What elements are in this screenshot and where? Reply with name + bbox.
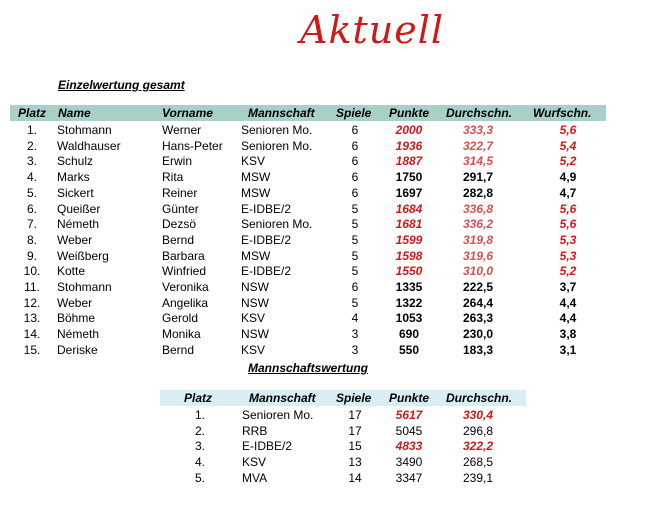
table-row-cell-vorname: Erwin xyxy=(162,154,193,168)
table-row-cell-punkte: 1681 xyxy=(395,217,423,231)
table-row-cell-wurf: 4,4 xyxy=(559,311,577,325)
table-row-cell-schnitt: 319,8 xyxy=(462,233,494,247)
table-row-cell-spiele: 6 xyxy=(351,280,359,294)
table-row-cell-mannschaft: KSV xyxy=(241,154,266,168)
table-row-cell-wurf: 5,6 xyxy=(559,123,577,137)
table-row-cell-mannschaft: KSV xyxy=(241,343,266,357)
table-row-cell-wurf: 3,1 xyxy=(559,343,577,357)
column-header-mannschaft: Mannschaft xyxy=(248,106,315,120)
table-row-cell-name: Sickert xyxy=(57,186,94,200)
table-row-cell-wurf: 5,2 xyxy=(559,264,577,278)
table-row-cell-spiele: 3 xyxy=(351,327,359,341)
table-row-cell-schnitt: 263,3 xyxy=(462,311,494,325)
team-row-cell-mannschaft: E-IDBE/2 xyxy=(242,439,293,453)
table-row-cell-schnitt: 230,0 xyxy=(462,327,494,341)
table-row-cell-platz: 13. xyxy=(23,311,41,325)
column-header-name: Name xyxy=(58,106,91,120)
team-row-cell-punkte: 4833 xyxy=(395,439,423,453)
table-row-cell-punkte: 1936 xyxy=(395,139,423,153)
table-row-cell-name: Marks xyxy=(57,170,90,184)
table-row-cell-vorname: Rita xyxy=(162,170,184,184)
table-row-cell-platz: 6. xyxy=(26,202,37,216)
team-row-cell-platz: 2. xyxy=(194,424,205,438)
table-row-cell-name: Kotte xyxy=(57,264,86,278)
table-row-cell-punkte: 1750 xyxy=(395,170,423,184)
table-row-cell-name: Schulz xyxy=(57,154,94,168)
team-row-cell-spiele: 17 xyxy=(348,408,362,422)
team-row-cell-platz: 4. xyxy=(194,455,205,469)
table-row-cell-mannschaft: MSW xyxy=(241,186,271,200)
table-row-cell-vorname: Gerold xyxy=(162,311,199,325)
column-header-durchschn: Durchschn. xyxy=(446,106,513,120)
table-row-cell-mannschaft: MSW xyxy=(241,249,271,263)
table-row-cell-platz: 11. xyxy=(24,280,40,294)
table-row-cell-mannschaft: E-IDBE/2 xyxy=(241,233,292,247)
table-row-cell-vorname: Barbara xyxy=(162,249,205,263)
table-row-cell-wurf: 4,9 xyxy=(559,170,577,184)
table-row-cell-mannschaft: E-IDBE/2 xyxy=(241,264,292,278)
table-row-cell-mannschaft: MSW xyxy=(241,170,271,184)
table-row-cell-vorname: Winfried xyxy=(162,264,207,278)
team-row-cell-punkte: 5617 xyxy=(395,408,423,422)
table-row-cell-mannschaft: E-IDBE/2 xyxy=(241,202,292,216)
table-row-cell-spiele: 4 xyxy=(351,311,359,325)
table-row-cell-schnitt: 222,5 xyxy=(462,280,494,294)
team-row-cell-mannschaft: MVA xyxy=(242,471,268,485)
table-row-cell-name: Weber xyxy=(57,233,93,247)
table-row-cell-schnitt: 336,8 xyxy=(462,202,494,216)
table-row-cell-name: Stohmann xyxy=(57,123,112,137)
table-row-cell-spiele: 5 xyxy=(351,202,359,216)
table-row-cell-punkte: 690 xyxy=(398,327,420,341)
table-row-cell-vorname: Werner xyxy=(162,123,202,137)
team-row-cell-schnitt: 296,8 xyxy=(462,424,494,438)
table-row-cell-schnitt: 183,3 xyxy=(462,343,494,357)
table-row-cell-spiele: 6 xyxy=(351,154,359,168)
table-row-cell-spiele: 3 xyxy=(351,343,359,357)
table-row-cell-name: Németh xyxy=(57,327,100,341)
table-row-cell-vorname: Veronika xyxy=(162,280,209,294)
column-header-vorname: Vorname xyxy=(162,106,213,120)
table-row-cell-wurf: 5,2 xyxy=(559,154,577,168)
table-row-cell-name: Böhme xyxy=(57,311,96,325)
column-header-team-mannschaft: Mannschaft xyxy=(249,391,316,405)
table-row-cell-platz: 3. xyxy=(26,154,37,168)
table-row-cell-spiele: 5 xyxy=(351,217,359,231)
team-row-cell-schnitt: 268,5 xyxy=(462,455,494,469)
table-row-cell-mannschaft: NSW xyxy=(241,296,269,310)
table-row-cell-schnitt: 291,7 xyxy=(462,170,494,184)
table-row-cell-name: Deriske xyxy=(57,343,98,357)
column-header-wurfschn: Wurfschn. xyxy=(533,106,592,120)
table-row-cell-mannschaft: Senioren Mo. xyxy=(241,139,313,153)
table-row-cell-wurf: 5,4 xyxy=(559,139,577,153)
table-row-cell-vorname: Bernd xyxy=(162,233,195,247)
table-row-cell-platz: 12. xyxy=(23,296,41,310)
table-row-cell-wurf: 3,8 xyxy=(559,327,577,341)
column-header-team-platz: Platz xyxy=(184,391,213,405)
table-row-cell-mannschaft: NSW xyxy=(241,280,269,294)
table-row-cell-schnitt: 310,0 xyxy=(462,264,494,278)
table-row-cell-spiele: 5 xyxy=(351,233,359,247)
table-row-cell-vorname: Bernd xyxy=(162,343,195,357)
table-row-cell-spiele: 6 xyxy=(351,186,359,200)
table-row-cell-punkte: 1550 xyxy=(395,264,423,278)
table-row-cell-vorname: Reiner xyxy=(162,186,198,200)
table-row-cell-wurf: 5,6 xyxy=(559,217,577,231)
team-row-cell-spiele: 13 xyxy=(348,455,362,469)
table-row-cell-wurf: 5,3 xyxy=(559,249,577,263)
team-row-cell-spiele: 14 xyxy=(348,471,362,485)
column-header-platz: Platz xyxy=(18,106,47,120)
column-header-punkte: Punkte xyxy=(389,106,430,120)
table-row-cell-name: Weißberg xyxy=(57,249,109,263)
team-row-cell-punkte: 5045 xyxy=(395,424,423,438)
table-row-cell-schnitt: 264,4 xyxy=(462,296,494,310)
team-row-cell-platz: 3. xyxy=(194,439,205,453)
table-row-cell-mannschaft: Senioren Mo. xyxy=(241,123,313,137)
table-row-cell-wurf: 5,3 xyxy=(559,233,577,247)
table-row-cell-name: Queißer xyxy=(57,202,101,216)
table-row-cell-schnitt: 322,7 xyxy=(462,139,494,153)
table-row-cell-wurf: 3,7 xyxy=(559,280,577,294)
table-row-cell-wurf: 5,6 xyxy=(559,202,577,216)
table-row-cell-punkte: 1335 xyxy=(395,280,423,294)
section-label-einzelwertung: Einzelwertung gesamt xyxy=(58,78,185,92)
table-row-cell-punkte: 1684 xyxy=(395,202,423,216)
table-row-cell-name: Weber xyxy=(57,296,93,310)
table-row-cell-spiele: 5 xyxy=(351,296,359,310)
table-row-cell-wurf: 4,7 xyxy=(559,186,577,200)
table-row-cell-spiele: 6 xyxy=(351,170,359,184)
section-label-mannschaftswertung: Mannschaftswertung xyxy=(248,361,369,375)
team-row-cell-schnitt: 330,4 xyxy=(462,408,494,422)
table-row-cell-punkte: 1322 xyxy=(395,296,423,310)
table-row-cell-spiele: 5 xyxy=(351,264,359,278)
table-row-cell-punkte: 2000 xyxy=(395,123,423,137)
table-row-cell-platz: 7. xyxy=(26,217,37,231)
table-row-cell-schnitt: 282,8 xyxy=(462,186,494,200)
team-row-cell-mannschaft: KSV xyxy=(242,455,267,469)
table-row-cell-wurf: 4,4 xyxy=(559,296,577,310)
table-row-cell-spiele: 6 xyxy=(351,139,359,153)
table-row-cell-punkte: 1887 xyxy=(395,154,423,168)
table-row-cell-name: Stohmann xyxy=(57,280,112,294)
column-header-team-durchschn: Durchschn. xyxy=(446,391,513,405)
team-row-cell-platz: 5. xyxy=(194,471,205,485)
team-row-cell-schnitt: 239,1 xyxy=(462,471,494,485)
table-row-cell-platz: 8. xyxy=(26,233,37,247)
team-row-cell-platz: 1. xyxy=(194,408,205,422)
team-row-cell-punkte: 3490 xyxy=(395,455,423,469)
table-row-cell-vorname: Monika xyxy=(162,327,201,341)
column-header-spiele: Spiele xyxy=(336,106,372,120)
team-row-cell-spiele: 17 xyxy=(348,424,362,438)
table-row-cell-platz: 14. xyxy=(23,327,41,341)
team-row-cell-schnitt: 322,2 xyxy=(462,439,494,453)
table-row-cell-mannschaft: Senioren Mo. xyxy=(241,217,313,231)
team-row-cell-punkte: 3347 xyxy=(395,471,423,485)
table-row-cell-mannschaft: NSW xyxy=(241,327,269,341)
table-row-cell-name: Waldhauser xyxy=(57,139,121,153)
table-row-cell-punkte: 1053 xyxy=(395,311,423,325)
table-row-cell-punkte: 1697 xyxy=(395,186,423,200)
page-title: Aktuell xyxy=(300,8,445,52)
table-row-cell-platz: 1. xyxy=(26,123,37,137)
table-row-cell-vorname: Angelika xyxy=(162,296,209,310)
table-row-cell-platz: 5. xyxy=(26,186,37,200)
table-row-cell-platz: 9. xyxy=(26,249,37,263)
team-row-cell-mannschaft: RRB xyxy=(242,424,268,438)
table-row-cell-platz: 2. xyxy=(26,139,37,153)
table-row-cell-schnitt: 336,2 xyxy=(462,217,494,231)
table-row-cell-punkte: 1598 xyxy=(395,249,423,263)
table-row-cell-spiele: 6 xyxy=(351,123,359,137)
team-row-cell-spiele: 15 xyxy=(348,439,362,453)
column-header-team-spiele: Spiele xyxy=(336,391,372,405)
table-row-cell-schnitt: 319,6 xyxy=(462,249,494,263)
table-row-cell-vorname: Dezsö xyxy=(162,217,197,231)
table-row-cell-spiele: 5 xyxy=(351,249,359,263)
table-row-cell-platz: 15. xyxy=(23,343,41,357)
table-row-cell-schnitt: 333,3 xyxy=(462,123,494,137)
table-row-cell-punkte: 550 xyxy=(398,343,420,357)
column-header-team-punkte: Punkte xyxy=(389,391,430,405)
table-row-cell-mannschaft: KSV xyxy=(241,311,266,325)
table-row-cell-vorname: Günter xyxy=(162,202,199,216)
table-row-cell-name: Németh xyxy=(57,217,100,231)
table-row-cell-punkte: 1599 xyxy=(395,233,423,247)
table-row-cell-vorname: Hans-Peter xyxy=(162,139,223,153)
table-row-cell-platz: 4. xyxy=(26,170,37,184)
table-row-cell-platz: 10. xyxy=(23,264,41,278)
table-row-cell-schnitt: 314,5 xyxy=(462,154,494,168)
team-row-cell-mannschaft: Senioren Mo. xyxy=(242,408,314,422)
